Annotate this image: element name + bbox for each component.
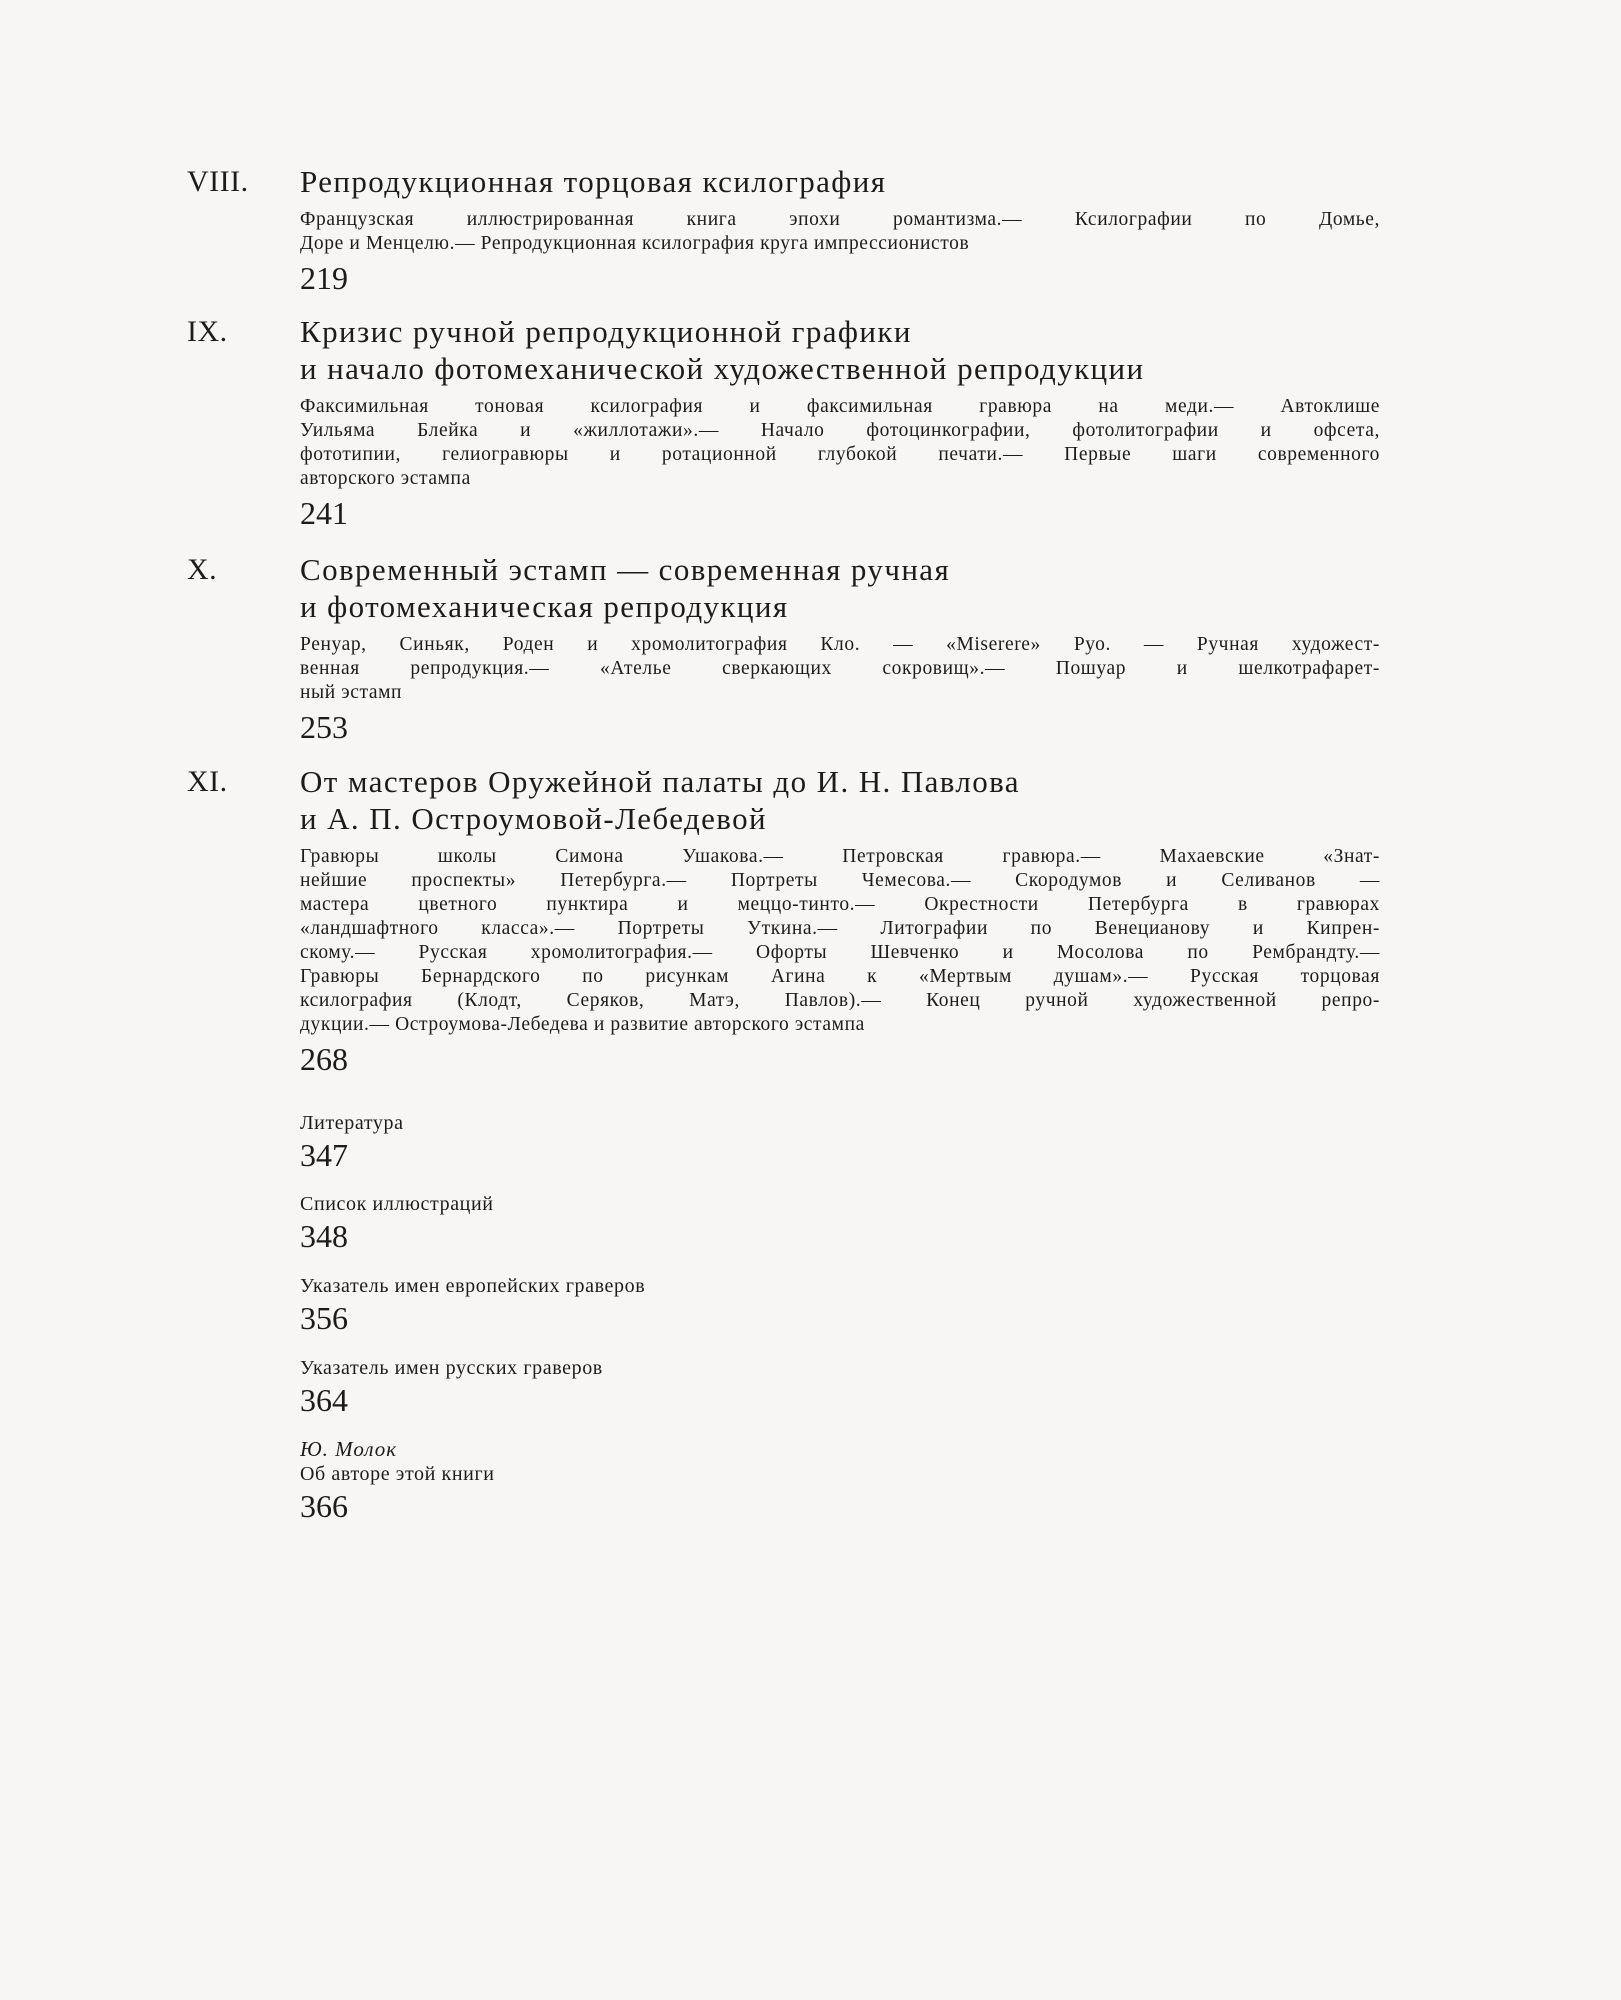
entry-label: Указатель имен европейских граверов — [300, 1275, 646, 1297]
page-number: 219 — [300, 260, 348, 296]
chapter-numeral: IX. — [187, 315, 228, 348]
chapter-title-line: и А. П. Остроумовой-Лебедевой — [300, 801, 767, 836]
description-line: Гравюры Бернардского по рисункам Агина к «Мертвым душам».— Русская торцовая — [300, 966, 1380, 987]
chapter-description — [300, 633, 1380, 705]
page-number: 253 — [300, 709, 348, 745]
entry-label: Список иллюстраций — [300, 1193, 494, 1215]
chapter-title-line: Кризис ручной репродукционной графики — [300, 314, 912, 349]
chapter-description — [300, 395, 1380, 491]
description-line: «ландшафтного класса».— Портреты Уткина.— Литографии по Венецианову и Кипрен- — [300, 918, 1380, 939]
description-line: Ренуар, Синьяк, Роден и хромолитография Кло. — «Miserere» Руо. — Ручная художест- — [300, 634, 1380, 655]
chapter-numeral: VIII. — [187, 165, 249, 198]
chapter-title-line: и фотомеханическая репродукция — [300, 589, 789, 624]
entry-label: Об авторе этой книги — [300, 1463, 495, 1485]
page-number: 241 — [300, 495, 348, 531]
entry-label: Указатель имен русских граверов — [300, 1357, 603, 1379]
description-line: мастера цветного пунктира и меццо-тинто.— Окрестности Петербурга в гравюрах — [300, 894, 1380, 915]
description-line: авторского эстампа — [300, 468, 471, 489]
description-line: Доре и Менцелю.— Репродукционная ксилография круга импрессионистов — [300, 233, 970, 254]
page-number: 366 — [300, 1488, 348, 1524]
afterword-author: Ю. Молок — [300, 1437, 398, 1461]
page-number: 347 — [300, 1137, 348, 1173]
description-line: дукции.— Остроумова-Лебедева и развитие авторского эстампа — [300, 1014, 865, 1035]
description-line: фототипии, гелиогравюры и ротационной глубокой печати.— Первые шаги современного — [300, 444, 1380, 465]
page-number: 268 — [300, 1041, 348, 1077]
description-line: Французская иллюстрированная книга эпохи романтизма.— Ксилографии по Домье, — [300, 209, 1380, 230]
description-line: скому.— Русская хромолитография.— Офорты Шевченко и Мосолова по Рембрандту.— — [300, 942, 1380, 963]
description-line: Уильяма Блейка и «жиллотажи».— Начало фотоцинкографии, фотолитографии и офсета, — [300, 420, 1380, 441]
chapter-title-line: От мастеров Оружейной палаты до И. Н. Павлова — [300, 764, 1020, 799]
description-line: Гравюры школы Симона Ушакова.— Петровская гравюра.— Махаевские «Знат- — [300, 846, 1380, 867]
description-line: нейшие проспекты» Петербурга.— Портреты Чемесова.— Скородумов и Селиванов — — [300, 870, 1380, 891]
chapter-title — [300, 313, 1380, 387]
toc-entry-literature — [300, 1111, 1200, 1173]
page-number: 356 — [300, 1300, 348, 1336]
description-line: ный эстамп — [300, 682, 403, 703]
description-line: ксилография (Клодт, Серяков, Матэ, Павлов).— Конец ручной художественной репро- — [300, 990, 1380, 1011]
chapter-title-line: и начало фотомеханической художественной репродукции — [300, 351, 1145, 386]
toc-entry-about-author — [300, 1436, 1200, 1524]
page-number: 348 — [300, 1218, 348, 1254]
chapter-numeral: XI. — [187, 765, 228, 798]
chapter-description — [300, 845, 1380, 1037]
entry-label: Литература — [300, 1112, 404, 1134]
toc-entry-european-engravers-index — [300, 1274, 1200, 1336]
page-number: 364 — [300, 1382, 348, 1418]
chapter-title — [300, 163, 1380, 200]
chapter-title-line: Современный эстамп — современная ручная — [300, 552, 951, 587]
chapter-title — [300, 763, 1380, 837]
toc-entry-illustrations-list — [300, 1192, 1200, 1254]
chapter-numeral: X. — [187, 553, 218, 586]
chapter-description — [300, 208, 1380, 256]
description-line: Факсимильная тоновая ксилография и факсимильная гравюра на меди.— Автоклише — [300, 396, 1380, 417]
chapter-title — [300, 551, 1380, 625]
toc-entry-russian-engravers-index — [300, 1356, 1200, 1418]
description-line: венная репродукция.— «Ателье сверкающих сокровищ».— Пошуар и шелкотрафарет- — [300, 658, 1380, 679]
chapter-title-line: Репродукционная торцовая ксилография — [300, 164, 887, 199]
